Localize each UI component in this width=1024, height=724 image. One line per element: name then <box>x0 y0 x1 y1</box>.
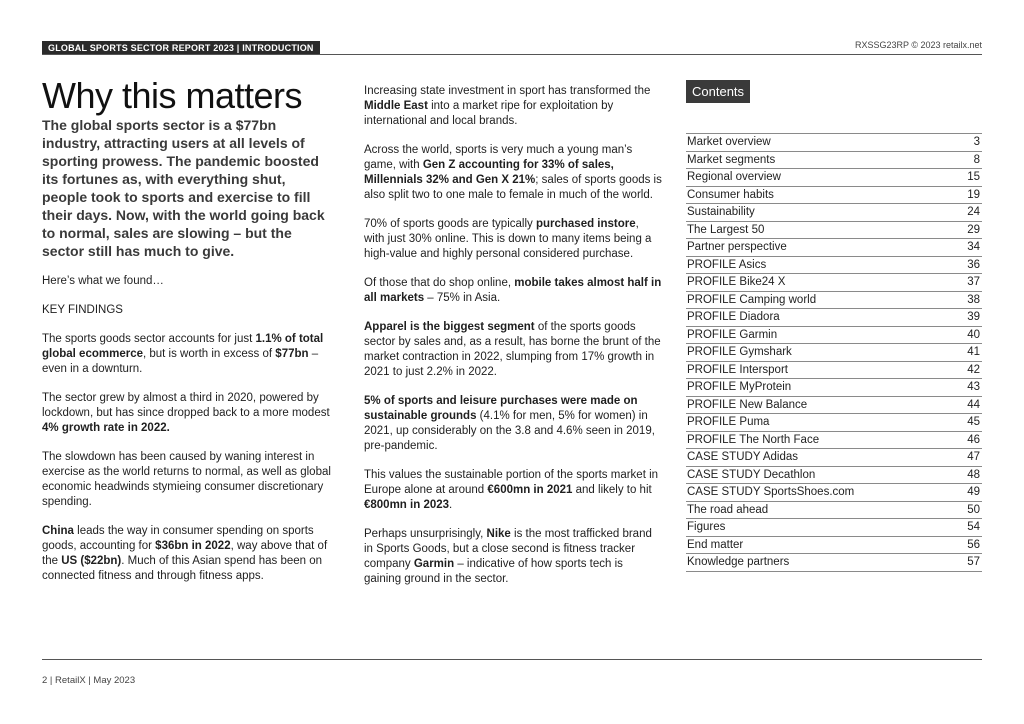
contents-item[interactable] <box>686 327 982 345</box>
contents-item-label: Partner perspective <box>687 241 787 253</box>
finding-paragraph: China leads the way in consumer spending on sports goods, accounting for $36bn in 2022, way above that of the US ($22bn). Much of this Asian spend has been on connected fitness and through fitness apps. <box>42 525 328 582</box>
contents-item-label: PROFILE The North Face <box>687 433 820 446</box>
contents-item-label: PROFILE New Balance <box>687 398 808 411</box>
finding-paragraph: Perhaps unsurprisingly, Nike is the most trafficked brand in Sports Goods, but a close second is fitness tracker company Garmin – indicative of how sports tech is gaining ground in the sector. <box>364 528 652 585</box>
finding-paragraph: 5% of sports and leisure purchases were made on sustainable grounds (4.1% for men, 5% for women) in 2021, up considerably on the 3.8 and 4.6% seen in 2019, pre-pandemic. <box>364 395 655 452</box>
contents-item-label: Sustainability <box>687 206 755 218</box>
key-findings-title: KEY FINDINGS <box>42 304 123 316</box>
contents-heading: Contents <box>686 80 750 103</box>
contents-item[interactable] <box>686 537 982 555</box>
contents-item-page: 46 <box>967 433 980 446</box>
contents-list <box>686 133 982 572</box>
contents-item[interactable] <box>686 502 982 520</box>
contents-item-page: 8 <box>973 153 980 166</box>
contents-item-label: CASE STUDY Adidas <box>687 451 799 463</box>
contents-item-label: Market overview <box>687 136 771 148</box>
contents-item-page: 15 <box>967 171 980 183</box>
contents-item-label: Market segments <box>687 153 776 166</box>
contents-item-label: PROFILE Asics <box>687 258 767 271</box>
contents-item-page: 57 <box>967 556 980 568</box>
contents-item-page: 39 <box>967 311 980 323</box>
contents-item[interactable] <box>686 379 982 397</box>
column-findings <box>364 84 662 601</box>
contents-item[interactable] <box>686 309 982 327</box>
contents-item[interactable] <box>686 519 982 537</box>
contents-item-label: Knowledge partners <box>687 556 790 568</box>
contents-item-label: PROFILE Diadora <box>687 311 780 323</box>
contents-item-label: PROFILE Intersport <box>687 363 788 376</box>
finding-paragraph: Of those that do shop online, mobile takes almost half in all markets – 75% in Asia. <box>364 277 662 304</box>
contents-item-page: 43 <box>967 381 980 393</box>
contents-item-page: 54 <box>967 521 980 533</box>
finding-paragraph: The sector grew by almost a third in 2020, powered by lockdown, but has since dropped back to a more modest 4% growth rate in 2022. <box>42 392 330 434</box>
contents-item-page: 47 <box>967 451 980 463</box>
contents-item[interactable] <box>686 484 982 502</box>
contents-item-page: 50 <box>967 503 980 516</box>
contents-item[interactable] <box>686 169 982 187</box>
contents-item-label: PROFILE Camping world <box>687 293 817 306</box>
contents-item[interactable] <box>686 467 982 485</box>
contents-panel <box>686 80 982 588</box>
contents-item[interactable] <box>686 554 982 572</box>
contents-item[interactable] <box>686 292 982 310</box>
finding-paragraph: The slowdown has been caused by waning interest in exercise as the world returns to normal, as well as global economic headwinds stymieing consumer discretionary spending. <box>42 451 331 508</box>
contents-item-label: PROFILE MyProtein <box>687 381 792 393</box>
contents-item[interactable] <box>686 204 982 222</box>
contents-item-page: 37 <box>967 276 980 288</box>
intro-line: Here’s what we found… <box>42 275 164 287</box>
contents-item-label: Regional overview <box>687 171 781 183</box>
finding-paragraph: This values the sustainable portion of the sports market in Europe alone at around €600mn in 2021 and likely to hit €800mn in 2023. <box>364 469 659 511</box>
section-header-tag: GLOBAL SPORTS SECTOR REPORT 2023 | INTRODUCTION <box>42 41 320 55</box>
header-divider <box>42 54 982 55</box>
contents-item[interactable] <box>686 274 982 292</box>
finding-paragraph: 70% of sports goods are typically purchased instore, with just 30% online. This is down to many items being a high-value and highly personal considered purchase. <box>364 218 652 260</box>
contents-item-page: 42 <box>967 363 980 376</box>
contents-item-page: 48 <box>967 468 980 481</box>
contents-item-label: The Largest 50 <box>687 223 765 236</box>
contents-item-label: PROFILE Garmin <box>687 328 778 341</box>
report-code: RXSSG23RP © 2023 retailx.net <box>854 40 982 50</box>
contents-item-label: CASE STUDY Decathlon <box>687 468 816 481</box>
contents-item[interactable] <box>686 187 982 205</box>
contents-item[interactable] <box>686 239 982 257</box>
column-intro <box>42 76 332 598</box>
footer-divider <box>42 659 982 660</box>
contents-item-label: Figures <box>687 521 726 533</box>
contents-item-label: PROFILE Puma <box>687 416 770 428</box>
lead-paragraph: The global sports sector is a $77bn industry, attracting users at all levels of sporting prowess. The pandemic boosted its fortunes as, with everything shut, people took to sports and exercise to fill their days. Now, with the world going back to normal, sales are slowing – but the sector still has much to give. <box>42 117 325 259</box>
contents-item-page: 45 <box>967 416 980 428</box>
contents-item-page: 44 <box>967 398 980 411</box>
finding-paragraph: The sports goods sector accounts for just 1.1% of total global ecommerce, but is worth in excess of $77bn – even in a downturn. <box>42 333 324 375</box>
contents-item-label: PROFILE Gymshark <box>687 346 792 358</box>
contents-item-page: 49 <box>967 486 980 498</box>
finding-paragraph: Across the world, sports is very much a young man’s game, with Gen Z accounting for 33% of sales, Millennials 32% and Gen X 21%; sales of sports goods is also split two to one male to female in much of the world. <box>364 144 662 201</box>
contents-item[interactable] <box>686 362 982 380</box>
key-findings <box>42 303 332 584</box>
contents-item[interactable] <box>686 257 982 275</box>
contents-item[interactable] <box>686 449 982 467</box>
page-title: Why this matters <box>42 75 303 116</box>
finding-paragraph: Increasing state investment in sport has transformed the Middle East into a market ripe for exploitation by international and local brands. <box>364 85 651 127</box>
contents-item-label: Consumer habits <box>687 188 774 201</box>
page-footer: 2 | RetailX | May 2023 <box>42 675 136 686</box>
contents-item-page: 34 <box>967 241 980 253</box>
contents-item-label: PROFILE Bike24 X <box>687 276 786 288</box>
contents-item-label: The road ahead <box>687 503 769 516</box>
contents-item-page: 38 <box>967 293 980 306</box>
contents-item-page: 41 <box>967 346 980 358</box>
contents-item-page: 3 <box>973 136 980 148</box>
contents-item-label: CASE STUDY SportsShoes.com <box>687 486 855 498</box>
contents-item[interactable] <box>686 152 982 170</box>
contents-item[interactable] <box>686 414 982 432</box>
contents-item[interactable] <box>686 397 982 415</box>
contents-item-page: 40 <box>967 328 980 341</box>
contents-item-page: 29 <box>967 223 980 236</box>
contents-item-page: 24 <box>967 206 980 218</box>
contents-item[interactable] <box>686 222 982 240</box>
contents-item-page: 56 <box>967 538 980 551</box>
finding-paragraph: Apparel is the biggest segment of the sports goods sector by sales and, as a result, has borne the brunt of the market contraction in 2022, slumping from 17% growth in 2021 to just 2.2% in 2022. <box>364 321 661 378</box>
contents-item[interactable] <box>686 133 982 152</box>
contents-item-page: 19 <box>967 188 980 201</box>
contents-item[interactable] <box>686 344 982 362</box>
contents-item[interactable] <box>686 432 982 450</box>
contents-item-label: End matter <box>687 538 744 551</box>
contents-item-page: 36 <box>967 258 980 271</box>
